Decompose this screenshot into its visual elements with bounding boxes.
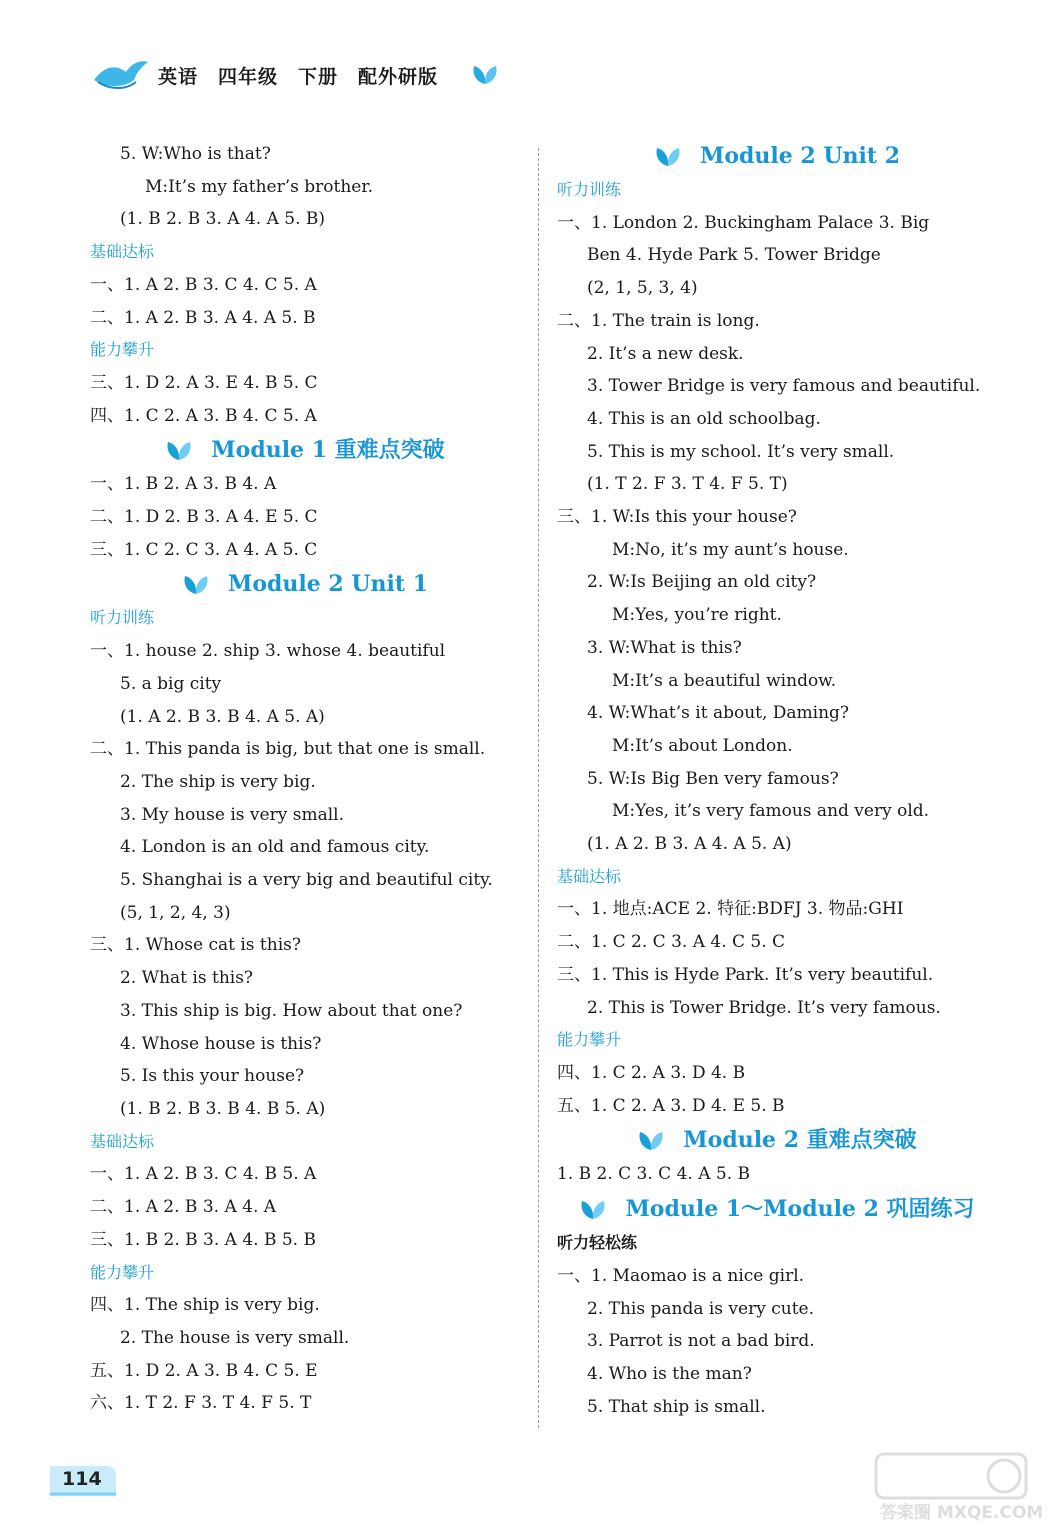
answer-line: (1. T 2. F 3. T 4. F 5. T) [587, 474, 788, 495]
answer-line: 4. W:What’s it about, Daming? [587, 703, 850, 724]
sprout-icon [165, 440, 193, 462]
answer-line: M:No, it’s my aunt’s house. [612, 539, 849, 560]
answer-line: 2. This is Tower Bridge. It’s very famous. [587, 997, 941, 1018]
watermark [874, 1452, 1044, 1532]
header-title [158, 62, 458, 89]
module-heading-text: Module 2 Unit 2 [699, 143, 901, 169]
answer-line: 1. B 2. C 3. C 4. A 5. B [557, 1164, 751, 1185]
bird-logo-icon [90, 56, 150, 92]
answer-line: 一、1. Maomao is a nice girl. [557, 1265, 805, 1286]
module-heading [557, 1191, 997, 1227]
answer-line: 三、1. W:Is this your house? [557, 507, 797, 528]
sprout-icon [654, 146, 682, 168]
answer-line: 5. That ship is small. [587, 1396, 766, 1417]
header-volume: 下册 [298, 66, 339, 88]
answer-line: 3. This ship is big. How about that one? [120, 1000, 463, 1021]
answer-line: 二、1. A 2. B 3. A 4. A 5. B [90, 307, 316, 328]
answer-line: (1. A 2. B 3. B 4. A 5. A) [120, 706, 325, 727]
answer-line: 3. Tower Bridge is very famous and beautiful. [587, 376, 981, 397]
header-subject: 英语 [158, 66, 199, 88]
answer-line: M:It’s a beautiful window. [612, 670, 837, 691]
answer-line: 一、1. B 2. A 3. B 4. A [90, 474, 277, 495]
module-heading [557, 1122, 997, 1158]
answer-line: 四、1. C 2. A 3. B 4. C 5. A [90, 405, 317, 426]
sprout-icon [182, 574, 210, 596]
answer-line: 5. a big city [120, 673, 222, 694]
column-divider [538, 148, 539, 1428]
answer-line: 5. W:Who is that? [120, 144, 271, 164]
answer-line: M:It’s my father’s brother. [145, 176, 374, 197]
page-header [90, 52, 550, 96]
answer-line: 三、1. D 2. A 3. E 4. B 5. C [90, 372, 318, 393]
answer-line: 4. London is an old and famous city. [120, 837, 430, 858]
section-label: 听力训练 [557, 180, 622, 199]
answer-line: (1. B 2. B 3. A 4. A 5. B) [120, 209, 326, 230]
answer-line: 3. Parrot is not a bad bird. [587, 1331, 815, 1352]
module-heading-text: Module 2 重难点突破 [683, 1127, 917, 1154]
answer-line: 一、1. 地点:ACE 2. 特征:BDFJ 3. 物品:GHI [557, 899, 904, 920]
page-number-tab [50, 1466, 116, 1496]
answer-line: (1. A 2. B 3. A 4. A 5. A) [587, 834, 792, 855]
header-edition: 配外研版 [358, 66, 439, 88]
module-heading [557, 138, 997, 174]
answer-line: 3. W:What is this? [587, 637, 742, 658]
answer-line: 二、1. D 2. B 3. A 4. E 5. C [90, 507, 318, 528]
answer-line: 三、1. C 2. C 3. A 4. A 5. C [90, 539, 318, 560]
answer-line: 六、1. T 2. F 3. T 4. F 5. T [90, 1393, 312, 1414]
answer-line: 一、1. A 2. B 3. C 4. B 5. A [90, 1164, 317, 1185]
answer-line: Ben 4. Hyde Park 5. Tower Bridge [587, 245, 881, 266]
answer-line: 四、1. The ship is very big. [90, 1295, 320, 1316]
answer-line: 五、1. C 2. A 3. D 4. E 5. B [557, 1095, 785, 1116]
answer-line: 2. The ship is very big. [120, 771, 316, 792]
section-label: 基础达标 [557, 866, 622, 886]
answer-line: 二、1. This panda is big, but that one is small. [90, 739, 486, 760]
answer-line: (2, 1, 5, 3, 4) [587, 278, 698, 299]
answer-line: 2. It’s a new desk. [587, 343, 744, 364]
answer-line: 3. My house is very small. [120, 804, 344, 825]
header-grade: 四年级 [218, 66, 279, 88]
answer-line: 4. Whose house is this? [120, 1033, 322, 1054]
section-label: 基础达标 [90, 1131, 155, 1151]
section-label: 能力攀升 [557, 1030, 622, 1050]
answer-line: 2. The house is very small. [120, 1327, 350, 1348]
answer-line: (5, 1, 2, 4, 3) [120, 902, 231, 923]
answer-line: M:It’s about London. [612, 735, 793, 756]
section-label: 能力攀升 [90, 1262, 155, 1282]
module-heading-text: Module 1 重难点突破 [211, 437, 445, 464]
answer-line: M:Yes, it’s very famous and very old. [612, 801, 930, 822]
answer-line: 二、1. The train is long. [557, 310, 760, 331]
answer-line: 4. This is an old schoolbag. [587, 408, 821, 429]
answer-line: 一、1. A 2. B 3. C 4. C 5. A [90, 274, 317, 295]
section-label: 能力攀升 [90, 340, 155, 360]
answer-line: (1. B 2. B 3. B 4. B 5. A) [120, 1098, 326, 1119]
sprout-icon [470, 64, 500, 86]
answer-line: 2. This panda is very cute. [587, 1298, 814, 1319]
module-heading-text: Module 2 Unit 1 [227, 571, 429, 598]
left-answer-column [90, 138, 520, 1420]
answer-line: 5. Is this your house? [120, 1066, 305, 1087]
right-answer-column [557, 138, 997, 1423]
answer-line: 二、1. A 2. B 3. A 4. A [90, 1197, 277, 1218]
answer-line: 2. W:Is Beijing an old city? [587, 572, 817, 593]
answer-line: 一、1. house 2. ship 3. whose 4. beautiful [90, 641, 446, 662]
module-heading [90, 566, 520, 602]
answer-line: 三、1. B 2. B 3. A 4. B 5. B [90, 1229, 316, 1250]
section-label: 听力轻松练 [557, 1233, 638, 1253]
module-heading-text: Module 1～Module 2 巩固练习 [625, 1196, 975, 1223]
sprout-icon [579, 1199, 607, 1221]
answer-line: 2. What is this? [120, 968, 254, 989]
answer-line: 5. W:Is Big Ben very famous? [587, 768, 839, 789]
page-number: 114 [62, 1468, 102, 1490]
answer-line: 二、1. C 2. C 3. A 4. C 5. C [557, 932, 786, 953]
sprout-icon [637, 1130, 665, 1152]
answer-line: 一、1. London 2. Buckingham Palace 3. Big [557, 212, 930, 233]
answer-line: 5. This is my school. It’s very small. [587, 441, 895, 462]
answer-line: 4. Who is the man? [587, 1363, 752, 1384]
answer-line: 三、1. Whose cat is this? [90, 935, 301, 956]
watermark-text: 答案圈 MXQE.COM [880, 1503, 1044, 1523]
module-heading [90, 432, 520, 468]
answer-line: 三、1. This is Hyde Park. It’s very beautiful. [557, 964, 934, 985]
section-label: 基础达标 [90, 242, 155, 262]
answer-line: 五、1. D 2. A 3. B 4. C 5. E [90, 1360, 318, 1381]
section-label: 听力训练 [90, 608, 155, 628]
answer-line: M:Yes, you’re right. [612, 605, 782, 626]
answer-line: 四、1. C 2. A 3. D 4. B [557, 1062, 746, 1083]
answer-line: 5. Shanghai is a very big and beautiful city. [120, 870, 493, 891]
